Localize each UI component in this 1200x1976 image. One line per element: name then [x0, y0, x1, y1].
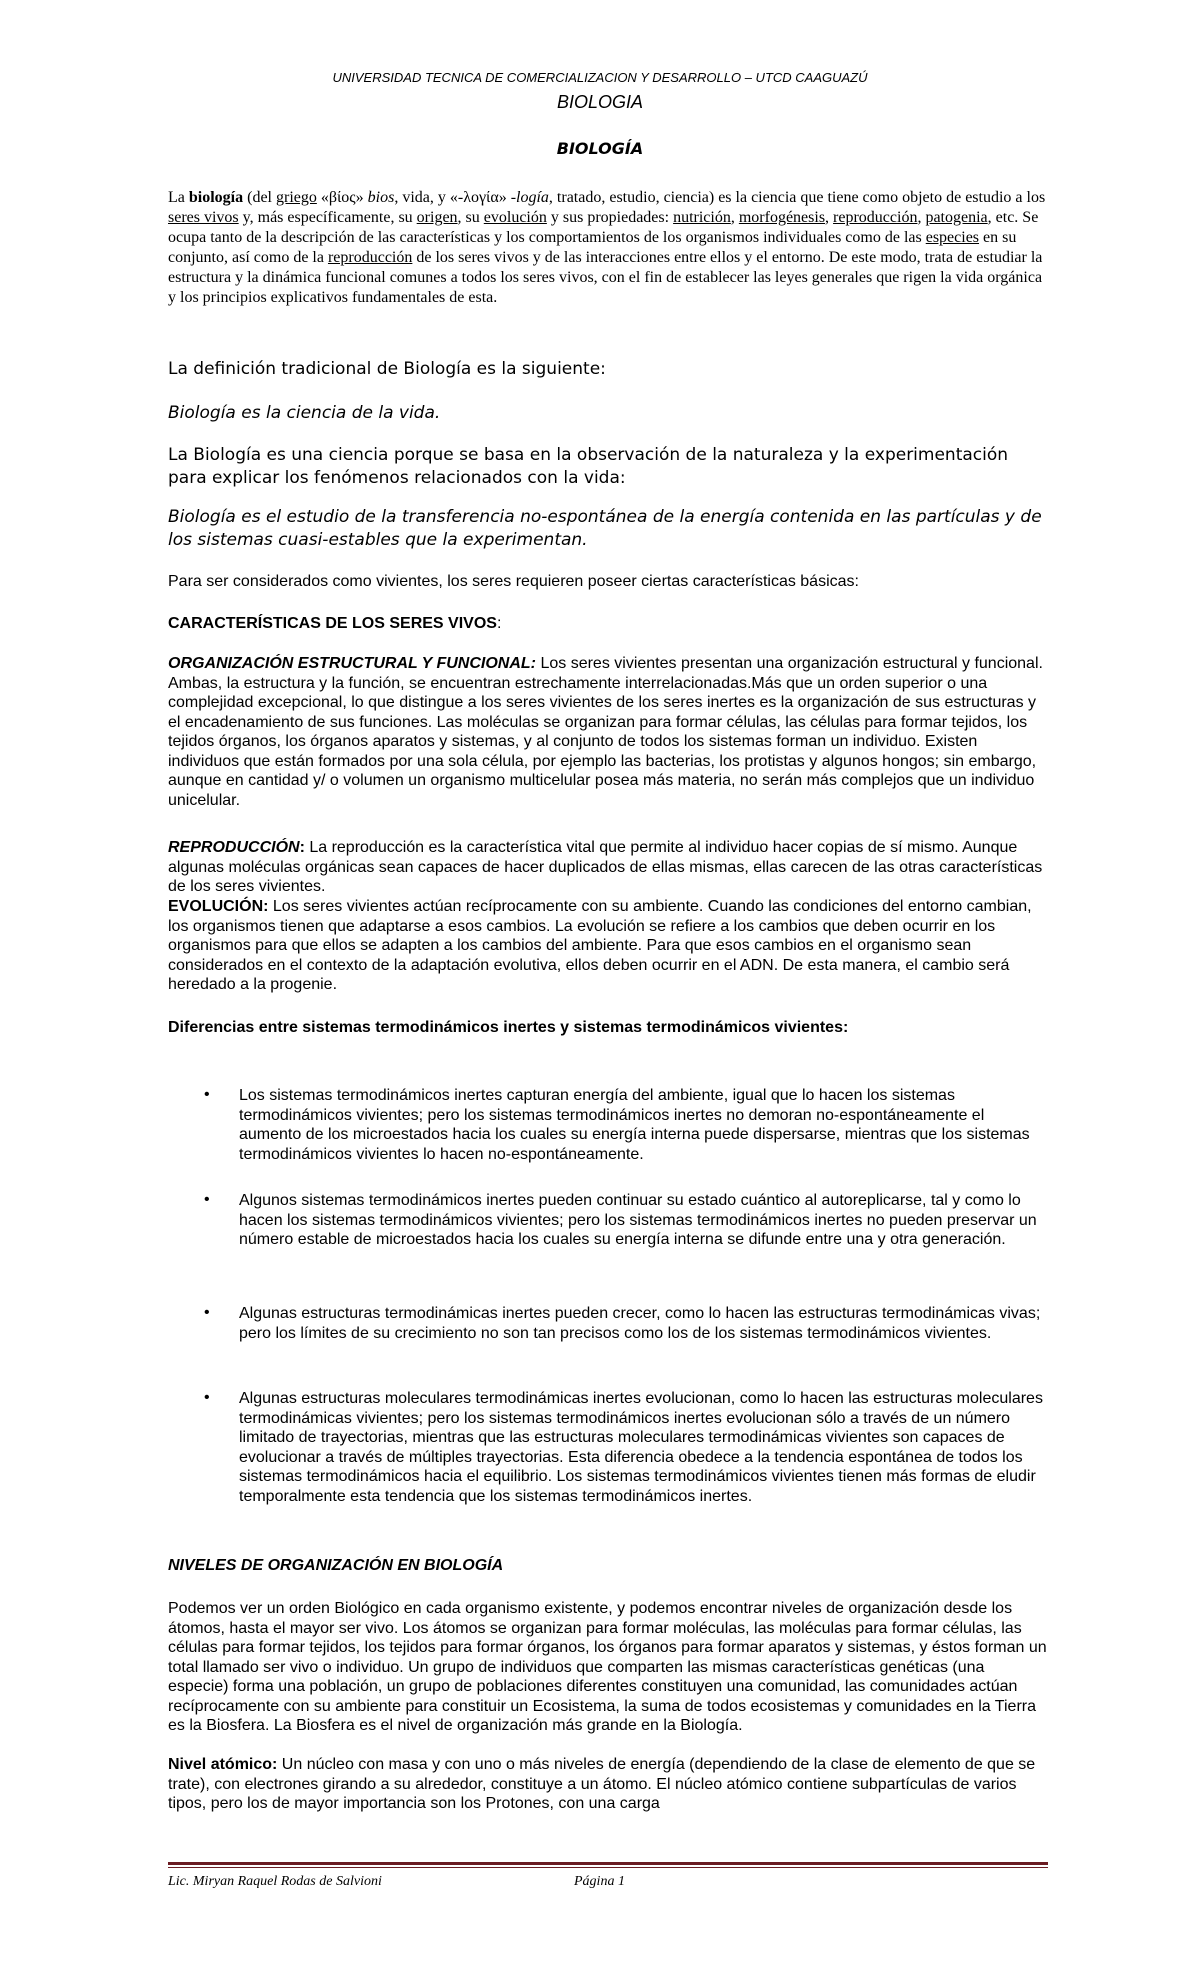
- evolution-paragraph: EVOLUCIÓN: Los seres vivientes actúan recíprocamente con su ambiente. Cuando las condiciones del entorno cambian, los organismos tienen que adaptarse a esos cambios. La evolución se refiere a los cambios que deben ocurrir en los organismos para que ellos se adapten a los cambios del ambiente. Para que esos cambios en el organismo sean considerados en el contexto de la adaptación evolutiva, ellos deben ocurrir en el ADN. De esta manera, el cambio será heredado a la progenie.: [168, 898, 1032, 993]
- atomic-level-paragraph: Nivel atómico: Un núcleo con masa y con uno o más niveles de energía (dependiendo de la clase de elemento de que se trate), con electrones girando a su alrededor, constituye a un átomo. El núcleo atómico contiene subpartículas de varios tipos, pero los de mayor importancia son los Protones, con una carga: [168, 1756, 1036, 1812]
- page-number: Página 1: [574, 1874, 625, 1889]
- organization-paragraph: ORGANIZACIÓN ESTRUCTURAL Y FUNCIONAL: Los seres vivientes presentan una organización estructural y funcional. Ambas, la estructura y la función, se encuentran estrechamente interrelacionadas.Más que un orden superior o una complejidad excepcional, lo que distingue a los seres vivientes de los seres inertes es la organización de sus estructuras y el encadenamiento de sus funciones. Las moléculas se organizan para formar células, las células para formar tejidos, los tejidos órganos, los órganos aparatos y sistemas, y al conjunto de todos los sistemas forman un individuo. Existen individuos que están formados por una sola célula, por ejemplo las bacterias, los protistas y algunos hongos; sin embargo, aunque en cantidad y/ o volumen un organismo multicelular posea más materia, no serán más complejos que un individuo unicelular.: [168, 655, 1043, 809]
- link-seres-vivos[interactable]: seres vivos: [168, 209, 239, 226]
- link-reproduccion[interactable]: reproducción: [833, 209, 918, 226]
- bullet-marker: •: [204, 1304, 210, 1321]
- header-subject: BIOLOGIA: [556, 92, 644, 112]
- list-item: Los sistemas termodinámicos inertes capturan energía del ambiente, igual que lo hacen los sistemas termodinámicos vivientes; pero los sistemas termodinámicos inertes no demoran no-espontáneamente el aumento de los microestados hacia los cuales su energía interna puede dispersarse, mientras que los sistemas termodinámicos vivientes lo hacen no-espontáneamente.: [239, 1087, 1030, 1163]
- reproduction-paragraph: REPRODUCCIÓN: La reproducción es la característica vital que permite al individuo hacer copias de sí mismo. Aunque algunas moléculas orgánicas sean capaces de hacer duplicados de ellas mismas, ellas carecen de las otras características de los seres vivientes.: [168, 839, 1043, 895]
- characteristics-intro: Para ser considerados como vivientes, los seres requieren poseer ciertas características básicas:: [168, 573, 859, 590]
- header-institution: UNIVERSIDAD TECNICA DE COMERCIALIZACION Y DESARROLLO – UTCD CAAGUAZÚ: [332, 70, 868, 85]
- levels-heading: NIVELES DE ORGANIZACIÓN EN BIOLOGÍA: [168, 1557, 504, 1574]
- levels-paragraph: Podemos ver un orden Biológico en cada organismo existente, y podemos encontrar niveles de organización desde los átomos, hasta el mayor ser vivo. Los átomos se organizan para formar moléculas, las moléculas para formar células, las células para formar tejidos, los tejidos para formar órganos, los órganos para formar aparatos y sistemas, y éstos forman un total llamado ser vivo o individuo. Un grupo de individuos que comparten las mismas características genéticas (una especie) forma una población, un grupo de poblaciones diferentes constituyen una comunidad, las comunidades actúan recíprocamente con su ambiente para constituir un Ecosistema, la suma de todos ecosistemas y comunidades en la Tierra es la Biosfera. La Biosfera es el nivel de organización más grande en la Biología.: [168, 1600, 1047, 1734]
- evolution-label: EVOLUCIÓN:: [168, 898, 269, 915]
- bullet-marker: •: [204, 1389, 210, 1406]
- definition-science: La Biología es una ciencia porque se basa en la observación de la naturaleza y la experimentación para explicar los fenómenos relacionados con la vida:: [168, 445, 1009, 488]
- link-patogenia[interactable]: patogenia: [925, 209, 988, 226]
- link-reproduccion-2[interactable]: reproducción: [327, 249, 413, 266]
- list-item: Algunos sistemas termodinámicos inertes pueden continuar su estado cuántico al autoreplicarse, tal y como lo hacen los sistemas termodinámicos vivientes; pero los sistemas termodinámicos inertes no pueden preservar un número estable de microestados hacia los cuales su energía interna se difunde entre una y otra generación.: [239, 1192, 1037, 1248]
- list-item: Algunas estructuras moleculares termodinámicas inertes evolucionan, como lo hacen las estructuras moleculares termodinámicas vivientes; pero los sistemas termodinámicos inertes evolucionan sólo a través de un número limitado de trayectorias, mientras que las estructuras moleculares termodinámicas vivientes son capaces de evolucionar a través de múltiples trayectorias. Esta diferencia obedece a la tendencia espontánea de todos los sistemas termodinámicos hacia el equilibrio. Los sistemas termodinámicos vivientes tienen más formas de eludir temporalmente esta tendencia que los sistemas termodinámicos inertes.: [239, 1390, 1043, 1505]
- link-morfogenesis[interactable]: morfogénesis: [738, 209, 826, 226]
- definition-energy: Biología es el estudio de la transferencia no-espontánea de la energía contenida en las partículas y de los sistemas cuasi-estables que la experimentan.: [168, 507, 1042, 550]
- organization-label: ORGANIZACIÓN ESTRUCTURAL Y FUNCIONAL:: [168, 655, 536, 672]
- characteristics-heading: CARACTERÍSTICAS DE LOS SERES VIVOS:: [168, 615, 502, 632]
- definition-intro: La definición tradicional de Biología es la siguiente:: [168, 359, 606, 379]
- link-origen[interactable]: origen: [416, 209, 458, 226]
- link-evolucion[interactable]: evolución: [483, 209, 547, 226]
- link-nutricion[interactable]: nutrición: [673, 209, 731, 226]
- list-item: Algunas estructuras termodinámicas inertes pueden crecer, como lo hacen las estructuras termodinámicas vivas; pero los límites de su crecimiento no son tan precisos como los de los sistemas termodinámicos vivientes.: [239, 1305, 1041, 1342]
- definition-life: Biología es la ciencia de la vida.: [168, 403, 441, 423]
- bullet-marker: •: [204, 1191, 210, 1208]
- footer-author: Lic. Miryan Raquel Rodas de Salvioni: [168, 1874, 382, 1889]
- link-griego[interactable]: griego: [275, 189, 317, 206]
- link-especies[interactable]: especies: [925, 229, 980, 246]
- bullet-marker: •: [204, 1086, 210, 1103]
- footer-divider: [168, 1862, 1048, 1865]
- atomic-level-label: Nivel atómico:: [168, 1756, 278, 1773]
- intro-paragraph: La biología (del griego «βίος» bios, vida, y «-λογία» -logía, tratado, estudio, ciencia) es la ciencia que tiene como objeto de estudio a los seres vivos y, más específicamente, su origen, su evolución y sus propiedades: nutrición, morfogénesis, reproducción, patogenia, etc. Se ocupa tanto de la descripción de las características y los comportamientos de los organismos individuales como de las especies en su conjunto, así como de la reproducción de los seres vivos y de las interacciones entre ellos y el entorno. De este modo, trata de estudiar la estructura y la dinámica funcional comunes a todos los seres vivos, con el fin de establecer las leyes generales que rigen la vida orgánica y los principios explicativos fundamentales de esta.: [168, 189, 1046, 306]
- footer-divider-thin: [168, 1867, 1048, 1868]
- reproduction-label: REPRODUCCIÓN: [168, 839, 300, 856]
- page-title: BIOLOGÍA: [556, 139, 644, 158]
- term-biologia: biología: [188, 189, 244, 206]
- differences-heading: Diferencias entre sistemas termodinámicos inertes y sistemas termodinámicos vivientes:: [168, 1019, 849, 1036]
